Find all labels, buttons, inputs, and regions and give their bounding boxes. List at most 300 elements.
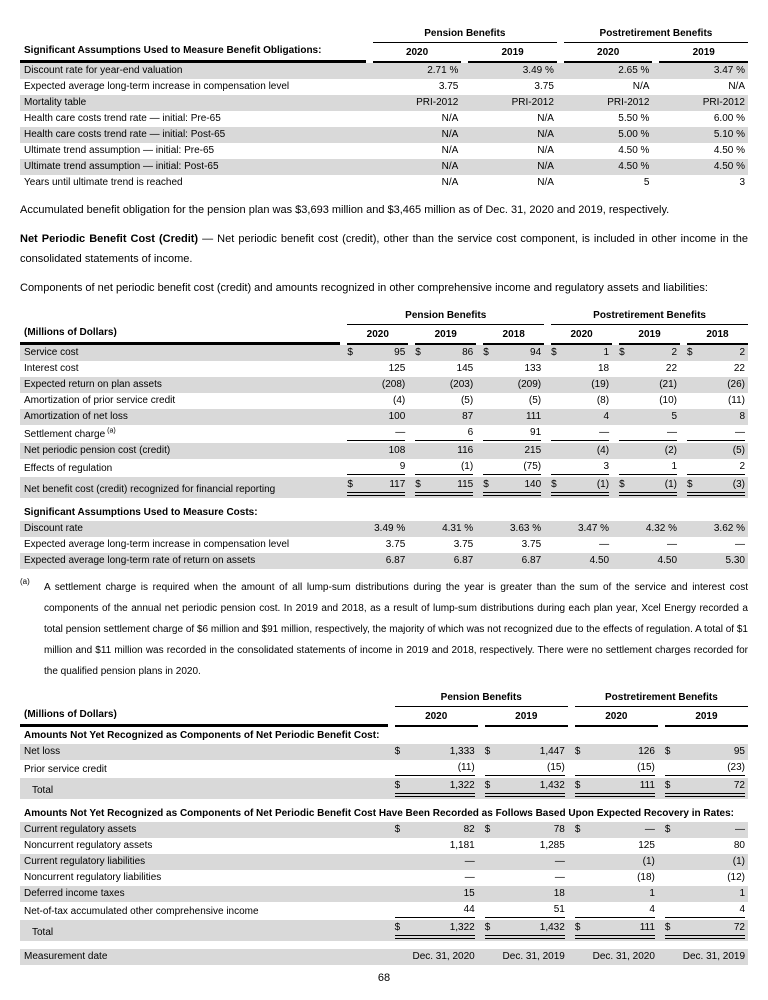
cell-value: (5) bbox=[460, 395, 474, 406]
value-cell-content bbox=[415, 539, 473, 551]
row-label: Expected average long-term increase in compensation level bbox=[24, 81, 290, 92]
value-cell bbox=[340, 459, 408, 477]
value-cell bbox=[408, 425, 476, 443]
value-cell-content bbox=[347, 479, 405, 496]
section-header: Amounts Not Yet Recognized as Components of Net Periodic Benefit Cost: bbox=[24, 730, 380, 741]
table-row bbox=[20, 838, 748, 854]
cell-value: 5.50 % bbox=[618, 113, 650, 124]
cell-value: N/A bbox=[441, 145, 459, 156]
value-cell bbox=[461, 63, 557, 79]
cell-value: N/A bbox=[537, 113, 554, 124]
cell-value: 3.75 bbox=[385, 539, 406, 550]
year-header bbox=[612, 325, 680, 345]
value-cell-content bbox=[395, 951, 475, 963]
value-cell-content bbox=[619, 539, 677, 551]
value-cell bbox=[652, 95, 748, 111]
year-header-text: 2020 bbox=[347, 327, 408, 345]
value-cell-content bbox=[373, 145, 459, 157]
currency-symbol: $ bbox=[484, 746, 491, 757]
value-cell bbox=[612, 361, 680, 377]
net-periodic-benefit-cost-paragraph bbox=[20, 229, 748, 269]
row-label: Discount rate for year-end valuation bbox=[24, 65, 183, 76]
value-cell bbox=[544, 393, 612, 409]
spacer-cell bbox=[20, 941, 748, 949]
cell-value: (208) bbox=[381, 379, 406, 390]
value-cell-content bbox=[395, 888, 475, 900]
value-cell-content bbox=[564, 161, 650, 173]
table-row bbox=[20, 886, 748, 902]
net-periodic-benefit-cost-table bbox=[20, 310, 748, 569]
year-header bbox=[366, 43, 462, 63]
value-cell bbox=[658, 838, 748, 854]
value-cell-content bbox=[415, 411, 473, 423]
value-cell bbox=[544, 443, 612, 459]
row-label: Net-of-tax accumulated other comprehensive income bbox=[24, 906, 259, 917]
value-cell bbox=[612, 377, 680, 393]
value-cell-content bbox=[347, 411, 405, 423]
cell-value: 44 bbox=[463, 904, 475, 915]
value-cell bbox=[476, 409, 544, 425]
value-cell bbox=[680, 459, 748, 477]
value-cell-content bbox=[659, 161, 745, 173]
table-row bbox=[20, 443, 748, 459]
cell-value: PRI-2012 bbox=[607, 97, 650, 108]
cell-value: 215 bbox=[524, 445, 542, 456]
table-row bbox=[20, 902, 748, 920]
row-label: Expected average long-term rate of return on assets bbox=[24, 555, 256, 566]
row-label: Current regulatory liabilities bbox=[24, 856, 146, 867]
year-header bbox=[544, 325, 612, 345]
row-label: Measurement date bbox=[24, 951, 108, 962]
value-cell bbox=[476, 537, 544, 553]
value-cell bbox=[568, 886, 658, 902]
value-cell bbox=[388, 760, 478, 778]
cell-value: 126 bbox=[638, 746, 655, 757]
currency-symbol: $ bbox=[483, 347, 489, 358]
year-header bbox=[340, 325, 408, 345]
year-header bbox=[476, 325, 544, 345]
year-header bbox=[557, 43, 653, 63]
cell-value: N/A bbox=[441, 129, 459, 140]
value-cell bbox=[612, 345, 680, 361]
cell-value: (1) bbox=[596, 479, 610, 490]
value-cell bbox=[652, 159, 748, 175]
value-cell-content bbox=[347, 427, 405, 441]
cell-value: 3.47 % bbox=[713, 65, 745, 76]
currency-symbol: $ bbox=[574, 922, 581, 933]
value-cell bbox=[544, 521, 612, 537]
cell-value: — bbox=[735, 824, 745, 835]
value-cell bbox=[658, 778, 748, 799]
value-cell bbox=[476, 521, 544, 537]
value-cell bbox=[478, 886, 568, 902]
cell-value: 1 bbox=[671, 461, 678, 472]
cell-value: 1 bbox=[739, 888, 745, 899]
value-cell-content bbox=[373, 97, 459, 109]
table-row bbox=[20, 361, 748, 377]
cell-value: (15) bbox=[547, 762, 565, 773]
cell-value: 3.75 bbox=[521, 539, 542, 550]
value-cell bbox=[461, 111, 557, 127]
value-cell bbox=[408, 361, 476, 377]
year-header bbox=[461, 43, 557, 63]
value-cell-content bbox=[665, 746, 745, 758]
value-cell-content bbox=[347, 363, 405, 375]
value-cell bbox=[478, 838, 568, 854]
value-cell-content bbox=[483, 461, 541, 475]
row-label: Health care costs trend rate — initial: Post-65 bbox=[24, 129, 226, 140]
table-row bbox=[20, 425, 748, 443]
cell-value: (12) bbox=[727, 872, 745, 883]
column-group-header bbox=[568, 692, 748, 707]
value-cell-content bbox=[415, 555, 473, 567]
page-number: 68 bbox=[377, 972, 391, 984]
cell-value: 4.50 bbox=[589, 555, 610, 566]
currency-symbol: $ bbox=[347, 347, 353, 358]
cell-value: 145 bbox=[456, 363, 474, 374]
value-cell bbox=[568, 902, 658, 920]
benefit-obligation-assumptions-table bbox=[20, 28, 748, 191]
table-row bbox=[20, 822, 748, 838]
value-cell-content bbox=[485, 922, 565, 939]
value-cell bbox=[680, 377, 748, 393]
row-label: Amortization of prior service credit bbox=[24, 395, 176, 406]
table-label-header-text: (Millions of Dollars) bbox=[20, 707, 388, 727]
year-header-row bbox=[20, 325, 748, 345]
cell-value: N/A bbox=[537, 145, 554, 156]
value-cell bbox=[388, 870, 478, 886]
table-row bbox=[20, 920, 748, 941]
cell-value: 111 bbox=[639, 780, 655, 791]
value-cell bbox=[408, 345, 476, 361]
value-cell bbox=[478, 854, 568, 870]
cell-value: N/A bbox=[441, 161, 459, 172]
currency-symbol: $ bbox=[415, 479, 421, 490]
cell-value: 6 bbox=[467, 427, 474, 438]
currency-symbol: $ bbox=[484, 780, 491, 791]
value-cell bbox=[557, 175, 653, 191]
value-cell-content bbox=[347, 461, 405, 475]
cell-value: 108 bbox=[388, 445, 406, 456]
cell-value: 3.49 % bbox=[522, 65, 554, 76]
value-cell-content bbox=[373, 161, 459, 173]
value-cell-content bbox=[415, 363, 473, 375]
year-header bbox=[388, 707, 478, 727]
value-cell bbox=[612, 553, 680, 569]
value-cell-content bbox=[575, 951, 655, 963]
cell-value: (75) bbox=[523, 461, 542, 472]
value-cell bbox=[568, 854, 658, 870]
year-header bbox=[478, 707, 568, 727]
value-cell-content bbox=[483, 395, 541, 407]
year-header-text: 2019 bbox=[415, 327, 476, 345]
value-cell-content bbox=[551, 395, 609, 407]
value-cell bbox=[658, 920, 748, 941]
cell-value: 1,322 bbox=[449, 922, 475, 933]
value-cell bbox=[652, 143, 748, 159]
cell-value: 1,285 bbox=[539, 840, 565, 851]
cell-value: 117 bbox=[389, 479, 406, 490]
value-cell-content bbox=[665, 762, 745, 776]
row-label: Expected average long-term increase in compensation level bbox=[24, 539, 290, 550]
value-cell-content bbox=[395, 746, 475, 758]
cell-value: 22 bbox=[665, 363, 678, 374]
value-cell-content bbox=[564, 177, 650, 189]
currency-symbol: $ bbox=[574, 746, 581, 757]
value-cell-content bbox=[659, 129, 745, 141]
value-cell-content bbox=[619, 523, 677, 535]
row-label: Years until ultimate trend is reached bbox=[24, 177, 183, 188]
value-cell bbox=[476, 477, 544, 498]
cell-value: 2 bbox=[671, 347, 678, 358]
footnote-marker: (a) bbox=[20, 577, 30, 586]
value-cell bbox=[544, 477, 612, 498]
value-cell bbox=[680, 425, 748, 443]
value-cell-content bbox=[468, 129, 554, 141]
cell-value: (19) bbox=[591, 379, 610, 390]
value-cell-content bbox=[575, 824, 655, 836]
value-cell bbox=[388, 949, 478, 965]
cell-value: 4.50 % bbox=[618, 161, 650, 172]
value-cell bbox=[612, 393, 680, 409]
value-cell bbox=[544, 537, 612, 553]
value-cell bbox=[340, 553, 408, 569]
net-periodic-benefit-cost-heading: Net Periodic Benefit Cost (Credit) bbox=[20, 233, 199, 245]
value-cell-content bbox=[485, 840, 565, 852]
currency-symbol: $ bbox=[619, 347, 625, 358]
row-label: Discount rate bbox=[24, 523, 83, 534]
value-cell-content bbox=[687, 539, 745, 551]
value-cell-content bbox=[485, 762, 565, 776]
value-cell-content bbox=[395, 824, 475, 836]
value-cell bbox=[557, 63, 653, 79]
year-header-row bbox=[20, 707, 748, 727]
value-cell-content bbox=[687, 395, 745, 407]
value-cell-content bbox=[347, 395, 405, 407]
column-group-row bbox=[20, 692, 748, 707]
value-cell-content bbox=[665, 840, 745, 852]
cell-value: (1) bbox=[460, 461, 474, 472]
table-row bbox=[20, 159, 748, 175]
value-cell bbox=[340, 361, 408, 377]
row-label: Total bbox=[32, 927, 54, 938]
value-cell bbox=[366, 127, 462, 143]
value-cell-content bbox=[483, 379, 541, 391]
row-label: Current regulatory assets bbox=[24, 824, 137, 835]
year-header-text: 2019 bbox=[659, 45, 748, 63]
cell-value: (1) bbox=[732, 856, 745, 867]
currency-symbol: $ bbox=[619, 479, 625, 490]
currency-symbol: $ bbox=[551, 347, 557, 358]
cell-value: Dec. 31, 2019 bbox=[502, 951, 565, 962]
cell-value: 3 bbox=[603, 461, 610, 472]
cell-value: — bbox=[464, 856, 475, 867]
column-group-label: Postretirement Benefits bbox=[575, 692, 748, 707]
value-cell bbox=[568, 870, 658, 886]
value-cell-content bbox=[687, 427, 745, 441]
value-cell-content bbox=[564, 81, 650, 93]
value-cell-content bbox=[575, 904, 655, 918]
table-row bbox=[20, 778, 748, 799]
value-cell bbox=[557, 127, 653, 143]
cell-value: 6.87 bbox=[453, 555, 474, 566]
value-cell bbox=[340, 345, 408, 361]
value-cell-content bbox=[665, 824, 745, 836]
value-cell bbox=[652, 63, 748, 79]
benefit-obligation-assumptions-section bbox=[20, 28, 748, 191]
value-cell-content bbox=[483, 427, 541, 441]
cell-value: N/A bbox=[441, 177, 459, 188]
table-row bbox=[20, 127, 748, 143]
value-cell-content bbox=[468, 177, 554, 189]
value-cell-content bbox=[395, 904, 475, 918]
cell-value: 6.87 bbox=[385, 555, 406, 566]
row-label: Deferred income taxes bbox=[24, 888, 125, 899]
value-cell bbox=[680, 361, 748, 377]
value-cell bbox=[478, 760, 568, 778]
section-header-row bbox=[20, 727, 748, 744]
value-cell bbox=[461, 79, 557, 95]
value-cell bbox=[612, 477, 680, 498]
value-cell bbox=[461, 175, 557, 191]
value-cell bbox=[658, 870, 748, 886]
cell-value: 2.71 % bbox=[427, 65, 459, 76]
cell-value: 3.63 % bbox=[510, 523, 542, 534]
value-cell-content bbox=[575, 780, 655, 797]
value-cell-content bbox=[687, 411, 745, 423]
table-label-header bbox=[20, 325, 340, 345]
cell-value: — bbox=[554, 856, 565, 867]
value-cell bbox=[476, 345, 544, 361]
value-cell bbox=[612, 521, 680, 537]
value-cell bbox=[340, 425, 408, 443]
value-cell bbox=[652, 127, 748, 143]
value-cell-content bbox=[468, 161, 554, 173]
cell-value: Dec. 31, 2020 bbox=[592, 951, 655, 962]
cell-value: 95 bbox=[394, 347, 406, 358]
cell-value: 78 bbox=[553, 824, 565, 835]
cell-value: 4.50 % bbox=[618, 145, 650, 156]
value-cell-content bbox=[468, 97, 554, 109]
value-cell bbox=[366, 159, 462, 175]
cell-value: Dec. 31, 2020 bbox=[412, 951, 475, 962]
value-cell bbox=[408, 477, 476, 498]
value-cell bbox=[388, 886, 478, 902]
section-header-row bbox=[20, 504, 748, 521]
value-cell bbox=[658, 822, 748, 838]
value-cell bbox=[340, 521, 408, 537]
cell-value: (5) bbox=[528, 395, 542, 406]
value-cell bbox=[557, 79, 653, 95]
table-row bbox=[20, 854, 748, 870]
cell-value: 5 bbox=[671, 411, 678, 422]
value-cell-content bbox=[659, 97, 745, 109]
value-cell bbox=[340, 393, 408, 409]
cell-value: 1,432 bbox=[539, 780, 565, 791]
value-cell-content bbox=[665, 856, 745, 868]
cell-value: (8) bbox=[596, 395, 610, 406]
cell-value: 4.50 bbox=[657, 555, 678, 566]
cell-value: 5 bbox=[643, 177, 650, 188]
value-cell bbox=[652, 79, 748, 95]
value-cell-content bbox=[485, 824, 565, 836]
value-cell-content bbox=[665, 780, 745, 797]
cell-value: 3.75 bbox=[534, 81, 554, 92]
value-cell bbox=[340, 477, 408, 498]
value-cell bbox=[680, 393, 748, 409]
value-cell bbox=[680, 477, 748, 498]
row-label: Net benefit cost (credit) recognized for financial reporting bbox=[24, 484, 276, 495]
cell-value: 4.50 % bbox=[713, 145, 745, 156]
value-cell-content bbox=[575, 888, 655, 900]
cell-value: 2 bbox=[739, 461, 745, 472]
cell-value: 1 bbox=[603, 347, 610, 358]
column-group-header bbox=[340, 310, 544, 325]
column-group-label: Pension Benefits bbox=[347, 310, 544, 325]
cell-value: (3) bbox=[732, 479, 745, 490]
value-cell bbox=[658, 760, 748, 778]
value-cell-content bbox=[619, 379, 677, 391]
value-cell-content bbox=[483, 347, 541, 359]
value-cell-content bbox=[575, 840, 655, 852]
cell-value: 115 bbox=[457, 479, 474, 490]
table-row bbox=[20, 459, 748, 477]
value-cell-content bbox=[659, 177, 745, 189]
cell-value: 111 bbox=[639, 922, 655, 933]
value-cell bbox=[658, 902, 748, 920]
year-header-text: 2020 bbox=[564, 45, 653, 63]
value-cell bbox=[478, 902, 568, 920]
value-cell bbox=[388, 854, 478, 870]
cell-value: 3.75 bbox=[453, 539, 474, 550]
net-periodic-benefit-cost-section bbox=[20, 310, 748, 569]
year-header-text: 2019 bbox=[468, 45, 557, 63]
value-cell-content bbox=[415, 395, 473, 407]
row-label: Ultimate trend assumption — initial: Post-65 bbox=[24, 161, 219, 172]
table-row bbox=[20, 744, 748, 760]
cell-value: (4) bbox=[393, 395, 406, 406]
value-cell-content bbox=[551, 379, 609, 391]
row-label: Expected return on plan assets bbox=[24, 379, 162, 390]
year-header-text: 2020 bbox=[373, 45, 462, 63]
row-label: Noncurrent regulatory liabilities bbox=[24, 872, 162, 883]
value-cell bbox=[568, 920, 658, 941]
cell-value: — bbox=[644, 824, 655, 835]
value-cell-content bbox=[551, 347, 609, 359]
value-cell-content bbox=[551, 461, 609, 475]
cell-value: — bbox=[554, 872, 565, 883]
value-cell bbox=[408, 377, 476, 393]
value-cell-content bbox=[659, 113, 745, 125]
value-cell-content bbox=[373, 65, 459, 77]
value-cell-content bbox=[483, 445, 541, 457]
row-label: Mortality table bbox=[24, 97, 87, 108]
value-cell bbox=[544, 425, 612, 443]
value-cell bbox=[366, 143, 462, 159]
value-cell bbox=[652, 175, 748, 191]
cell-value: (1) bbox=[642, 856, 655, 867]
year-header-text: 2020 bbox=[551, 327, 612, 345]
value-cell-content bbox=[395, 922, 475, 939]
footnote-reference: (a) bbox=[105, 427, 116, 435]
value-cell-content bbox=[551, 411, 609, 423]
cell-value: (203) bbox=[449, 379, 474, 390]
value-cell bbox=[658, 949, 748, 965]
currency-symbol: $ bbox=[687, 347, 693, 358]
cell-value: 1,447 bbox=[539, 746, 565, 757]
value-cell-content bbox=[468, 145, 554, 157]
cell-value: 6.00 % bbox=[713, 113, 745, 124]
